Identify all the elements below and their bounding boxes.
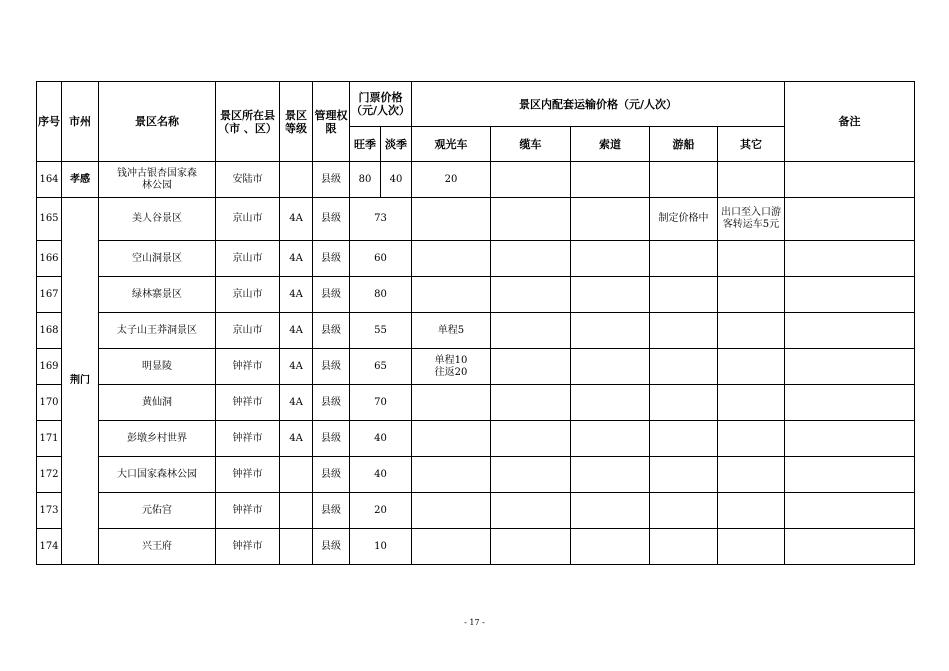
- header-peak: 旺季: [350, 127, 381, 162]
- cell-boat: 制定价格中: [650, 198, 718, 241]
- cell-no: 170: [37, 385, 62, 421]
- cell-boat: [650, 421, 718, 457]
- cell-cable: [491, 421, 571, 457]
- table-row: [37, 349, 915, 385]
- cell-name: 元佑宫: [99, 493, 216, 529]
- cell-level: [280, 529, 313, 565]
- cell-rope: [571, 493, 650, 529]
- cell-other: [718, 162, 785, 198]
- cell-mgmt: 县级: [313, 349, 350, 385]
- cell-boat: [650, 277, 718, 313]
- cell-car: [412, 277, 491, 313]
- cell-rope: [571, 421, 650, 457]
- cell-no: 172: [37, 457, 62, 493]
- cell-car: [412, 385, 491, 421]
- cell-price: 10: [350, 529, 412, 565]
- cell-level: 4A: [280, 198, 313, 241]
- table-row: [37, 198, 915, 241]
- cell-no: 167: [37, 277, 62, 313]
- cell-cable: [491, 198, 571, 241]
- cell-other: [718, 241, 785, 277]
- cell-mgmt: 县级: [313, 457, 350, 493]
- cell-level: [280, 493, 313, 529]
- cell-price: 40: [350, 457, 412, 493]
- cell-remark: [785, 277, 915, 313]
- cell-cable: [491, 162, 571, 198]
- cell-rope: [571, 313, 650, 349]
- cell-rope: [571, 529, 650, 565]
- header-ropeway: 索道: [571, 127, 650, 162]
- cell-car: 单程10 往返20: [412, 349, 491, 385]
- cell-remark: [785, 162, 915, 198]
- cell-rope: [571, 385, 650, 421]
- cell-rope: [571, 457, 650, 493]
- cell-boat: [650, 162, 718, 198]
- cell-other: [718, 349, 785, 385]
- cell-other: [718, 421, 785, 457]
- cell-no: 173: [37, 493, 62, 529]
- cell-no: 166: [37, 241, 62, 277]
- cell-name: 美人谷景区: [99, 198, 216, 241]
- cell-remark: [785, 421, 915, 457]
- cell-level: 4A: [280, 385, 313, 421]
- cell-county: 钟祥市: [216, 349, 280, 385]
- cell-other: [718, 313, 785, 349]
- cell-mgmt: 县级: [313, 385, 350, 421]
- cell-price: 60: [350, 241, 412, 277]
- cell-cable: [491, 385, 571, 421]
- cell-county: 京山市: [216, 198, 280, 241]
- cell-other: [718, 529, 785, 565]
- cell-price: 80: [350, 277, 412, 313]
- cell-price: 40: [350, 421, 412, 457]
- cell-remark: [785, 241, 915, 277]
- cell-mgmt: 县级: [313, 421, 350, 457]
- cell-mgmt: 县级: [313, 162, 350, 198]
- cell-car: [412, 493, 491, 529]
- cell-boat: [650, 493, 718, 529]
- table-row: [37, 529, 915, 565]
- cell-remark: [785, 385, 915, 421]
- cell-no: 168: [37, 313, 62, 349]
- scenic-price-table: [36, 81, 915, 565]
- cell-mgmt: 县级: [313, 313, 350, 349]
- table-row: [37, 385, 915, 421]
- cell-cable: [491, 241, 571, 277]
- header-cruise: 游船: [650, 127, 718, 162]
- cell-city-merged: 荆门: [62, 198, 99, 565]
- cell-county: 安陆市: [216, 162, 280, 198]
- cell-rope: [571, 277, 650, 313]
- cell-other: [718, 457, 785, 493]
- cell-cable: [491, 493, 571, 529]
- cell-level: 4A: [280, 313, 313, 349]
- cell-cable: [491, 529, 571, 565]
- cell-name: 大口国家森林公园: [99, 457, 216, 493]
- cell-name: 明显陵: [99, 349, 216, 385]
- cell-price: 20: [350, 493, 412, 529]
- header-county: 景区所在县（市 、区）: [216, 82, 280, 162]
- table-row: [37, 493, 915, 529]
- cell-county: 京山市: [216, 277, 280, 313]
- cell-level: [280, 162, 313, 198]
- cell-no: 169: [37, 349, 62, 385]
- cell-county: 钟祥市: [216, 529, 280, 565]
- cell-remark: [785, 493, 915, 529]
- cell-cable: [491, 277, 571, 313]
- cell-price: 73: [350, 198, 412, 241]
- cell-mgmt: 县级: [313, 493, 350, 529]
- cell-remark: [785, 529, 915, 565]
- header-transport: 景区内配套运输价格（元/人次）: [412, 82, 785, 127]
- cell-boat: [650, 529, 718, 565]
- cell-name: 空山洞景区: [99, 241, 216, 277]
- table-row: [37, 457, 915, 493]
- cell-car: 单程5: [412, 313, 491, 349]
- cell-boat: [650, 385, 718, 421]
- cell-level: 4A: [280, 241, 313, 277]
- header-off: 淡季: [381, 127, 412, 162]
- table-row: [37, 313, 915, 349]
- header-sightseeing-car: 观光车: [412, 127, 491, 162]
- cell-rope: [571, 198, 650, 241]
- cell-rope: [571, 241, 650, 277]
- cell-price: 65: [350, 349, 412, 385]
- cell-boat: [650, 457, 718, 493]
- table-row: [37, 162, 915, 198]
- cell-cable: [491, 349, 571, 385]
- cell-no: 165: [37, 198, 62, 241]
- cell-boat: [650, 349, 718, 385]
- cell-name: 黄仙洞: [99, 385, 216, 421]
- cell-county: 钟祥市: [216, 457, 280, 493]
- cell-remark: [785, 349, 915, 385]
- cell-rope: [571, 162, 650, 198]
- header-mgmt: 管理权限: [313, 82, 350, 162]
- cell-mgmt: 县级: [313, 277, 350, 313]
- cell-car: [412, 198, 491, 241]
- cell-remark: [785, 313, 915, 349]
- page-number: - 17 -: [464, 618, 485, 627]
- cell-remark: [785, 198, 915, 241]
- cell-name: 太子山王莽洞景区: [99, 313, 216, 349]
- cell-other: [718, 277, 785, 313]
- cell-mgmt: 县级: [313, 529, 350, 565]
- cell-boat: [650, 241, 718, 277]
- cell-price: 70: [350, 385, 412, 421]
- header-city: 市州: [62, 82, 99, 162]
- cell-name: 兴王府: [99, 529, 216, 565]
- table-row: [37, 277, 915, 313]
- cell-no: 174: [37, 529, 62, 565]
- cell-price: 55: [350, 313, 412, 349]
- cell-level: 4A: [280, 277, 313, 313]
- cell-mgmt: 县级: [313, 241, 350, 277]
- cell-mgmt: 县级: [313, 198, 350, 241]
- cell-car: 20: [412, 162, 491, 198]
- cell-off: 40: [381, 162, 412, 198]
- cell-other: [718, 493, 785, 529]
- cell-level: [280, 457, 313, 493]
- cell-car: [412, 421, 491, 457]
- cell-level: 4A: [280, 349, 313, 385]
- cell-car: [412, 241, 491, 277]
- cell-name: 绿林寨景区: [99, 277, 216, 313]
- cell-no: 171: [37, 421, 62, 457]
- cell-other: 出口至入口游客转运车5元: [718, 198, 785, 241]
- header-name: 景区名称: [99, 82, 216, 162]
- cell-county: 钟祥市: [216, 493, 280, 529]
- cell-county: 京山市: [216, 241, 280, 277]
- cell-other: [718, 385, 785, 421]
- header-no: 序号: [37, 82, 62, 162]
- cell-county: 京山市: [216, 313, 280, 349]
- cell-level: 4A: [280, 421, 313, 457]
- cell-remark: [785, 457, 915, 493]
- cell-boat: [650, 313, 718, 349]
- cell-county: 钟祥市: [216, 385, 280, 421]
- header-other: 其它: [718, 127, 785, 162]
- cell-rope: [571, 349, 650, 385]
- cell-peak: 80: [350, 162, 381, 198]
- table-row: [37, 421, 915, 457]
- header-level: 景区等级: [280, 82, 313, 162]
- header-remark: 备注: [785, 82, 915, 162]
- cell-car: [412, 457, 491, 493]
- table-row: [37, 241, 915, 277]
- header-ticket: 门票价格（元/人次）: [350, 82, 412, 127]
- cell-name: 彭墩乡村世界: [99, 421, 216, 457]
- header-cable-car: 缆车: [491, 127, 571, 162]
- cell-city: 孝感: [62, 162, 99, 198]
- cell-cable: [491, 457, 571, 493]
- cell-name: 钱冲古银杏国家森林公园: [99, 162, 216, 198]
- cell-county: 钟祥市: [216, 421, 280, 457]
- cell-cable: [491, 313, 571, 349]
- cell-car: [412, 529, 491, 565]
- cell-no: 164: [37, 162, 62, 198]
